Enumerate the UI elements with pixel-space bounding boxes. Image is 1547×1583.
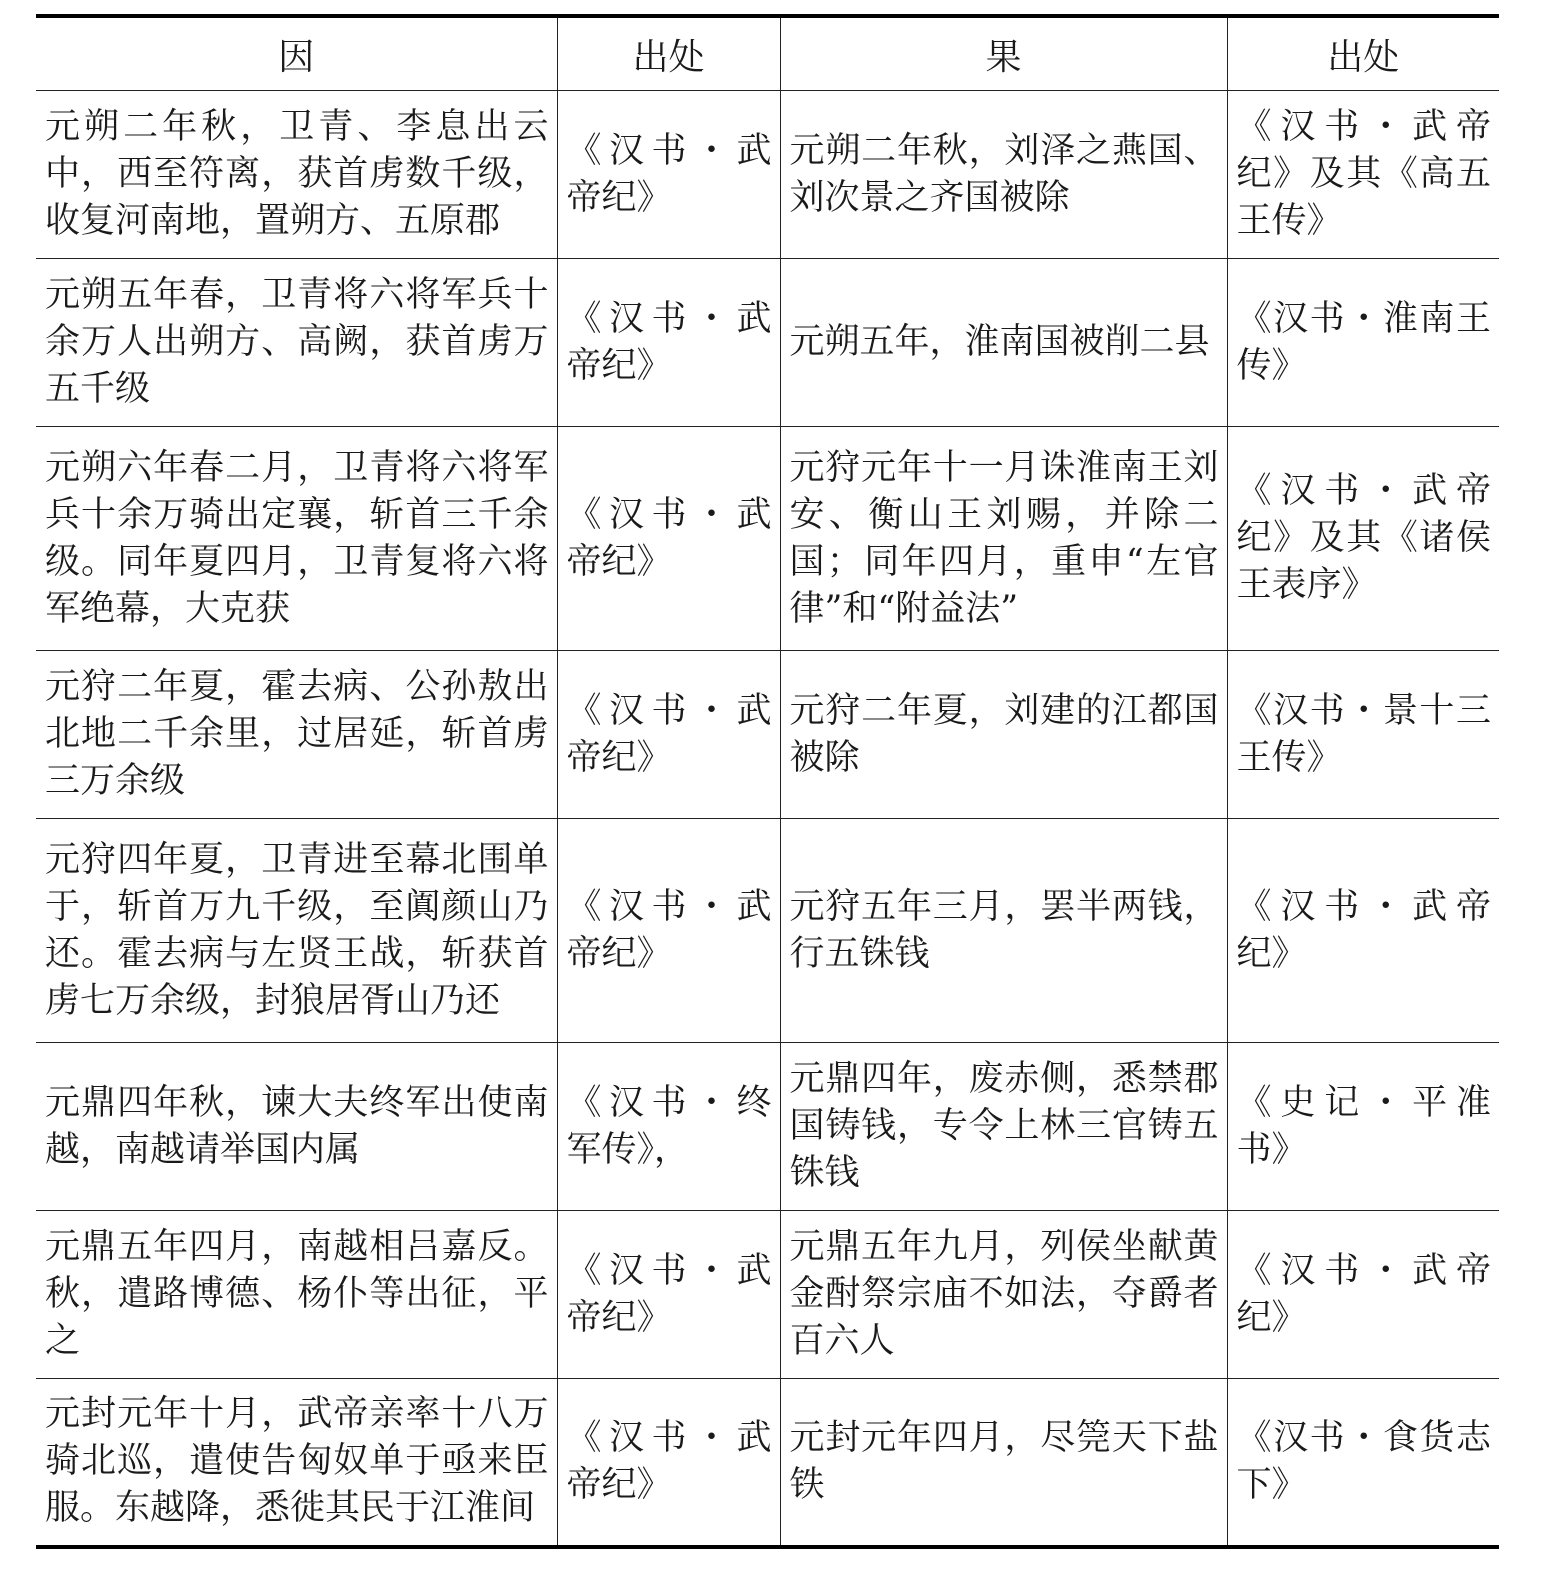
effect-source-cell: 《汉书・景十三王传》 — [1227, 651, 1499, 819]
table-row — [36, 427, 1499, 651]
effect-cell: 元朔五年，淮南国被削二县 — [780, 259, 1227, 427]
effect-source-cell: 《汉书・武帝纪》及其《高五王传》 — [1227, 91, 1499, 259]
cause-source-cell: 《汉书・武帝纪》 — [557, 259, 780, 427]
table-row — [36, 1043, 1499, 1211]
header-effect: 果 — [780, 16, 1227, 91]
table-row — [36, 91, 1499, 259]
table-header-row — [36, 16, 1499, 91]
table-row — [36, 259, 1499, 427]
cause-cell: 元狩四年夏，卫青进至幕北围单于，斩首万九千级，至阗颜山乃还。霍去病与左贤王战，斩获首虏七万余级，封狼居胥山乃还 — [36, 819, 557, 1043]
cause-effect-table — [36, 14, 1499, 1549]
cause-source-cell: 《汉书・武帝纪》 — [557, 427, 780, 651]
effect-source-cell: 《史记・平准书》 — [1227, 1043, 1499, 1211]
cause-source-cell: 《汉书・终军传》， — [557, 1043, 780, 1211]
cause-cell: 元狩二年夏，霍去病、公孙敖出北地二千余里，过居延，斩首虏三万余级 — [36, 651, 557, 819]
effect-source-cell: 《汉书・武帝纪》及其《诸侯王表序》 — [1227, 427, 1499, 651]
cause-cell: 元朔二年秋，卫青、李息出云中，西至符离，获首虏数千级，收复河南地，置朔方、五原郡 — [36, 91, 557, 259]
cause-cell: 元封元年十月，武帝亲率十八万骑北巡，遣使告匈奴单于亟来臣服。东越降，悉徙其民于江淮间 — [36, 1379, 557, 1547]
cause-source-cell: 《汉书・武帝纪》 — [557, 819, 780, 1043]
table-row — [36, 1379, 1499, 1547]
header-cause-source: 出处 — [557, 16, 780, 91]
cause-source-cell: 《汉书・武帝纪》 — [557, 91, 780, 259]
effect-cell: 元封元年四月，尽筦天下盐铁 — [780, 1379, 1227, 1547]
cause-cell: 元鼎五年四月，南越相吕嘉反。秋，遣路博德、杨仆等出征，平之 — [36, 1211, 557, 1379]
effect-cell: 元狩二年夏，刘建的江都国被除 — [780, 651, 1227, 819]
effect-cell: 元鼎五年九月，列侯坐献黄金酎祭宗庙不如法，夺爵者百六人 — [780, 1211, 1227, 1379]
table-row — [36, 1211, 1499, 1379]
cause-cell: 元朔六年春二月，卫青将六将军兵十余万骑出定襄，斩首三千余级。同年夏四月，卫青复将六将军绝幕，大克获 — [36, 427, 557, 651]
effect-source-cell: 《汉书・武帝纪》 — [1227, 819, 1499, 1043]
effect-cell: 元朔二年秋，刘泽之燕国、刘次景之齐国被除 — [780, 91, 1227, 259]
effect-cell: 元鼎四年，废赤侧，悉禁郡国铸钱，专令上林三官铸五铢钱 — [780, 1043, 1227, 1211]
header-effect-source: 出处 — [1227, 16, 1499, 91]
effect-cell: 元狩元年十一月诛淮南王刘安、衡山王刘赐，并除二国；同年四月，重申“左官律”和“附益法” — [780, 427, 1227, 651]
cause-source-cell: 《汉书・武帝纪》 — [557, 1379, 780, 1547]
header-cause: 因 — [36, 16, 557, 91]
effect-source-cell: 《汉书・食货志下》 — [1227, 1379, 1499, 1547]
table-row — [36, 819, 1499, 1043]
table-container — [36, 14, 1499, 1549]
table-row — [36, 651, 1499, 819]
effect-source-cell: 《汉书・武帝纪》 — [1227, 1211, 1499, 1379]
effect-source-cell: 《汉书・淮南王传》 — [1227, 259, 1499, 427]
effect-cell: 元狩五年三月，罢半两钱，行五铢钱 — [780, 819, 1227, 1043]
cause-cell: 元朔五年春，卫青将六将军兵十余万人出朔方、高阙，获首虏万五千级 — [36, 259, 557, 427]
cause-source-cell: 《汉书・武帝纪》 — [557, 1211, 780, 1379]
cause-cell: 元鼎四年秋，谏大夫终军出使南越，南越请举国内属 — [36, 1043, 557, 1211]
cause-source-cell: 《汉书・武帝纪》 — [557, 651, 780, 819]
